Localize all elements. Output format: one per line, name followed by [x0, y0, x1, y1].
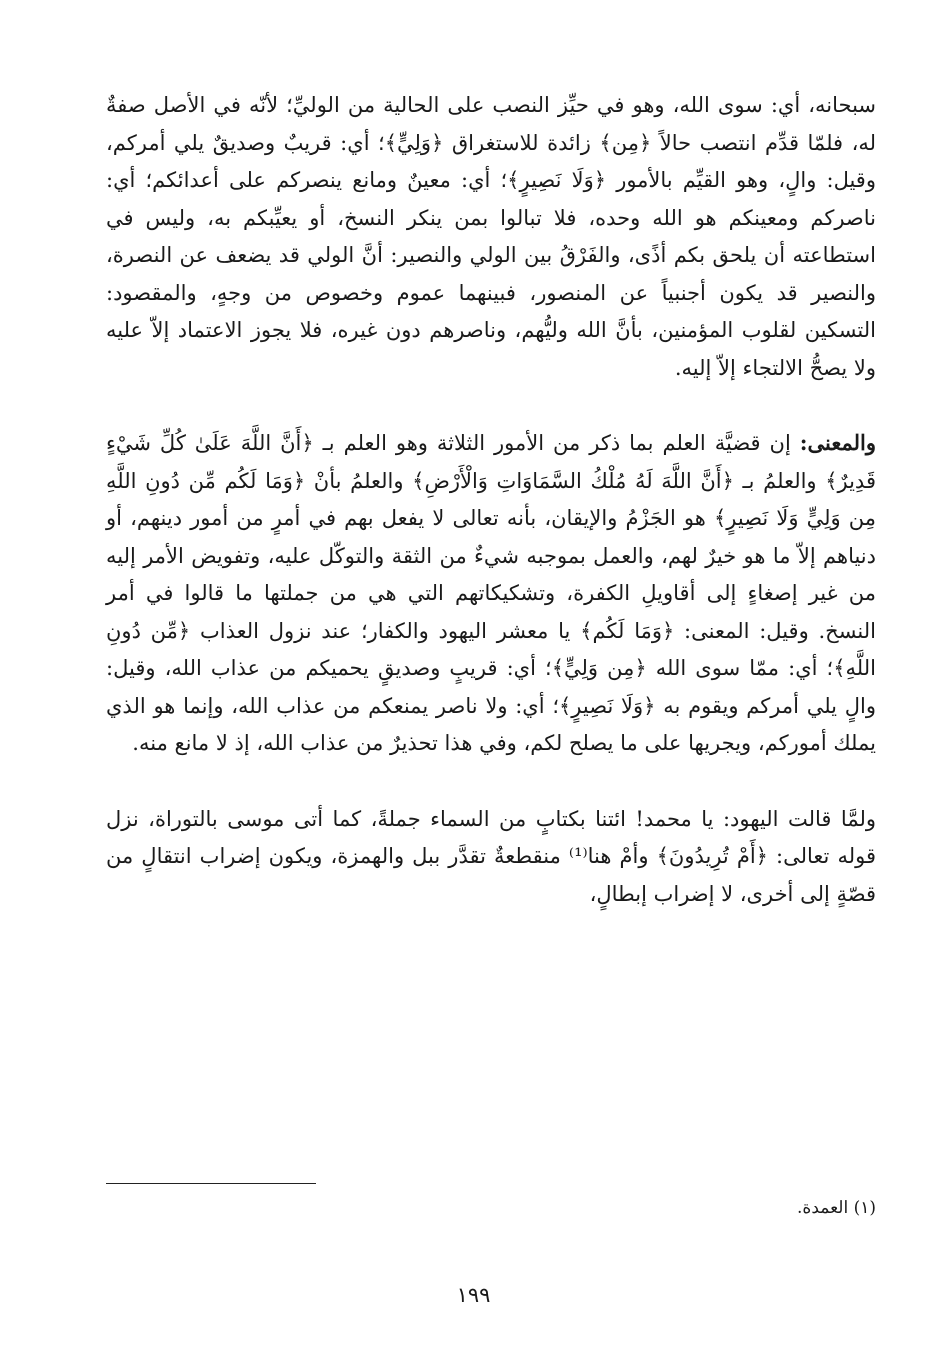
paragraph-2 — [106, 424, 876, 763]
paragraph-2-text: إن قضيَّة العلم بما ذكر من الأمور الثلاثة وهو العلم بـ ﴿أَنَّ اللَّهَ عَلَىٰ كُلِّ شَيْءٍ قَدِيرٌ﴾ والعلمُ بـ ﴿أَنَّ اللَّهَ لَهُ مُلْكُ السَّمَاوَاتِ وَالْأَرْضِ﴾ والعلمُ بأنْ ﴿وَمَا لَكُم مِّن دُونِ اللَّهِ مِن وَلِيٍّ وَلَا نَصِيرٍ﴾ هو الجَزْمُ والإيقان، بأنه تعالى لا يفعل بهم في أمرٍ من أمور دينهم، أو دنياهم إلاّ ما هو خيرٌ لهم، والعمل بموجبه شيءٌ من الثقة والتوكّل عليه، وتفويض الأمر إليه من غير إصغاءٍ إلى أقاويلِ الكفرة، وتشكيكاتهم التي هي من جملتها ما قالوا في أمر النسخ. وقيل: المعنى: ﴿وَمَا لَكُم﴾ يا معشر اليهود والكفار؛ عند نزول العذاب ﴿مِّن دُونِ اللَّهِ﴾؛ أي: ممّا سوى الله ﴿مِن وَلِيٍّ﴾؛ أي: قريبٍ وصديقٍ يحميكم من عذاب الله، وقيل: والٍ يلي أمركم ويقوم به ﴿وَلَا نَصِيرٍ﴾؛ أي: ولا ناصر يمنعكم من عذاب الله، وإنما هو الذي يملك أموركم، ويجريها على ما يصلح لكم، وفي هذا تحذيرٌ من عذاب الله، إذ لا مانع منه. — [106, 431, 876, 755]
footnote-divider — [106, 1183, 316, 1184]
paragraph-3-text: ولمَّا قالت اليهود: يا محمد! ائتنا بكتابٍ من السماء جملةً، كما أتى موسى بالتوراة، نزل قوله تعالى: ﴿أَمْ تُرِيدُونَ﴾ وأمْ هنا⁽¹⁾ منقطعةٌ تقدَّر ببل والهمزة، ويكون إضراب انتقالٍ من قصّةٍ إلى أخرى، لا إضراب إبطالٍ، — [106, 806, 877, 906]
page-body — [106, 86, 876, 913]
paragraph-3 — [106, 800, 876, 914]
page-number: ١٩٩ — [456, 1283, 491, 1307]
footnote: (١) العمدة. — [797, 1198, 876, 1218]
paragraph-1 — [106, 86, 876, 387]
paragraph-1-text: سبحانه، أي: سوى الله، وهو في حيِّز النصب على الحالية من الوليِّ؛ لأنّه في الأصل صفةٌ له، فلمّا قدِّم انتصب حالاً ﴿مِن﴾ زائدة للاستغراق ﴿وَلِيٍّ﴾؛ أي: قريبٌ وصديقٌ يلي أمركم، وقيل: والٍ، وهو القيِّم بالأمور ﴿وَلَا نَصِيرٍ﴾؛ أي: معينٌ ومانع ينصركم على أعدائكم؛ أي: ناصركم ومعينكم هو الله وحده، فلا تبالوا بمن ينكر النسخ، أو يعيِّبكم به، وليس في استطاعته أن يلحق بكم أذًى، والفَرْقُ بين الولي والنصير: أنَّ الولي قد يضعف عن النصرة، والنصير قد يكون أجنبياً عن المنصور، فبينهما عموم وخصوص من وجهٍ، والمقصود: التسكين لقلوب المؤمنين، بأنَّ الله وليُّهم، وناصرهم دون غيره، فلا يجوز الاعتماد إلاّ عليه ولا يصحُّ الالتجاء إلاّ إليه. — [106, 93, 876, 380]
paragraph-2-lead: والمعنى: — [799, 430, 876, 455]
